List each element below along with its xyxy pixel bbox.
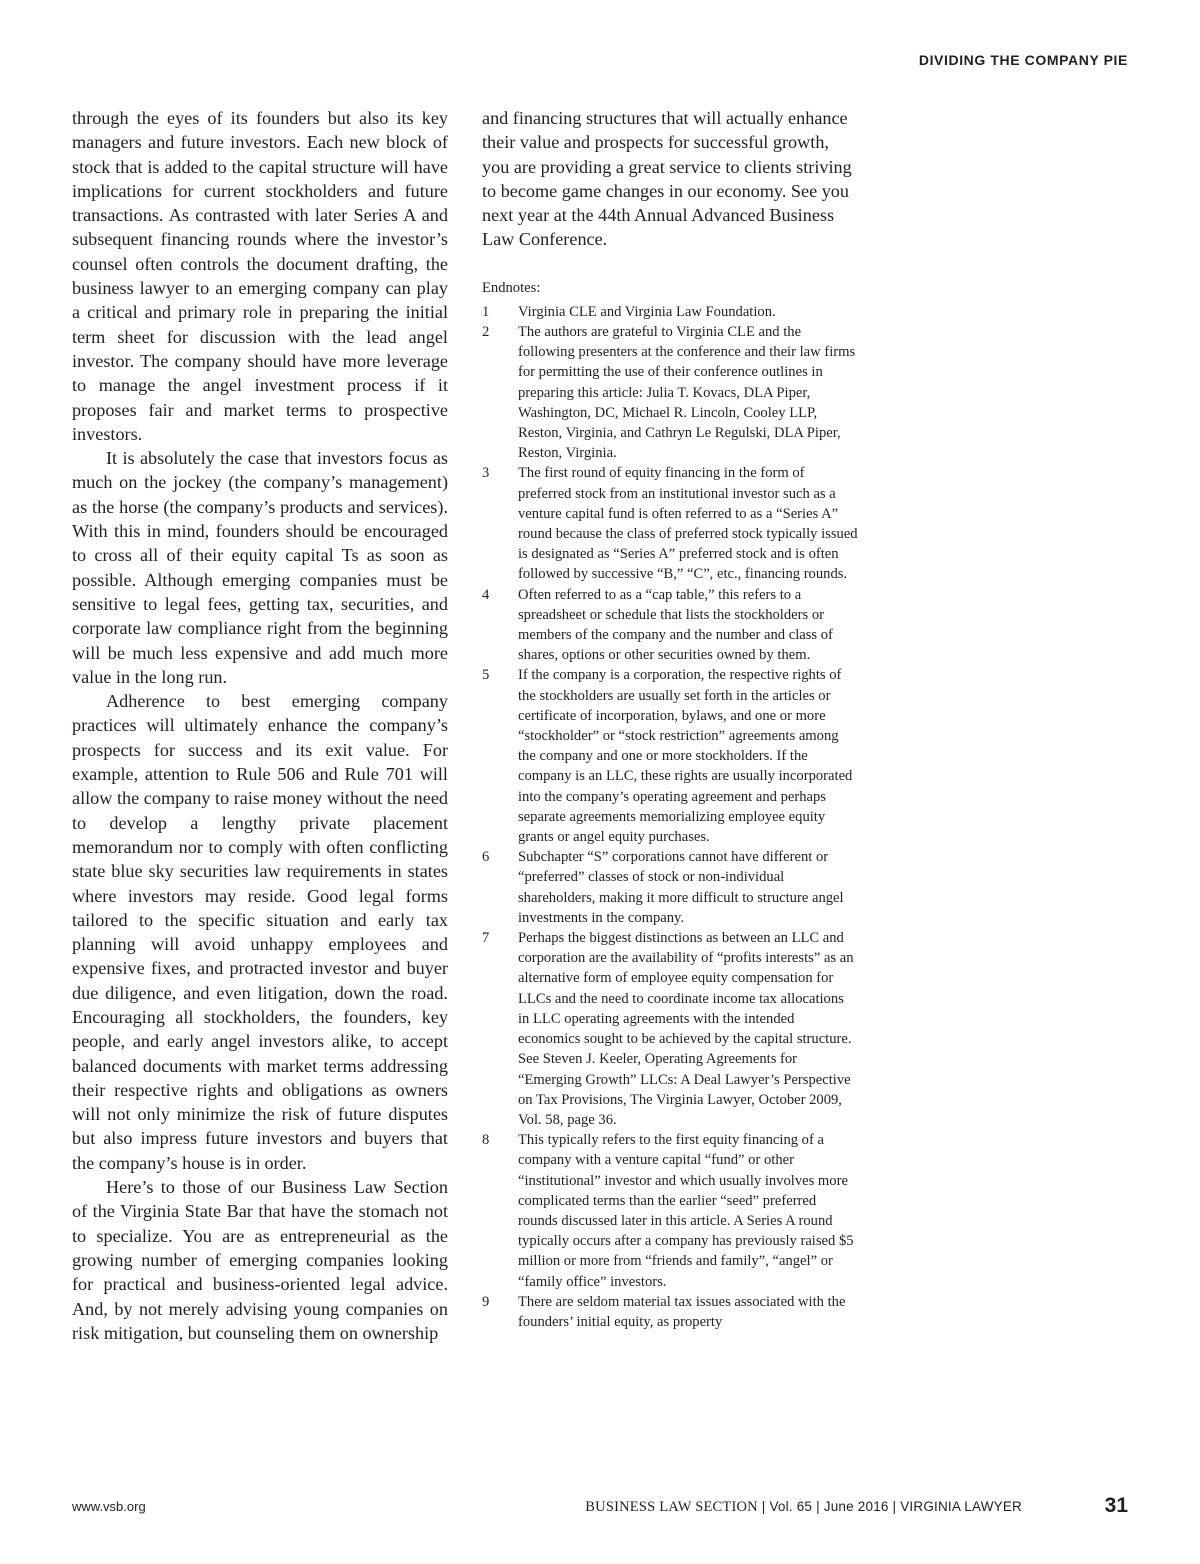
endnote-text: Subchapter “S” corporations cannot have different or “preferred” classes of stock or non-individual shareholders, making it more difficult to structure angel investments in the company. bbox=[518, 849, 844, 926]
endnote-text: The first round of equity financing in the form of preferred stock from an institutional investor such as a venture capital fund is often referred to as a “Series A” round because the class of preferred stock typically issued is designated as “Series A” preferred stock and is often followed by successive “B,” “C”, etc., financing rounds. bbox=[518, 465, 858, 583]
endnote-text: If the company is a corporation, the respective rights of the stockholders are usually set forth in the articles or certificate of incorporation, bylaws, and one or more “stockholder” or “stock restriction” agreements among the company and one or more stockholders. If the company is an LLC, these rights are usually incorporated into the company’s operating agreement and perhaps separate agreements memorializing employee equity grants or angel equity purchases. bbox=[518, 667, 853, 846]
endnote-text: There are seldom material tax issues associated with the founders’ initial equity, as property bbox=[518, 1293, 846, 1330]
endnote-number: 5 bbox=[482, 667, 490, 684]
endnote-text: Virginia CLE and Virginia Law Foundation. bbox=[518, 303, 776, 320]
endnote-text: The authors are grateful to Virginia CLE and the following presenters at the conference and their law firms for permitting the use of their conference outlines in preparing this article: Julia T. Kovacs, DLA Piper, Washington, DC, Michael R. Lincoln, Cooley LLP, Reston, Virginia, and Cathryn Le Regulski, DLA Piper, Reston, Virginia. bbox=[518, 323, 856, 462]
body-paragraph: through the eyes of its founders but also its key managers and future investors. Each new block of stock that is added to the capital structure will have implications for current stockholders and future transactions. As contrasted with later Series A and subsequent financing rounds where the investor’s counsel often controls the document drafting, the business lawyer to an emerging company can play a critical and primary role in preparing the initial term sheet for discussion with the lead angel investor. The company should have more leverage to manage the angel investment process if it proposes fair and market terms to prospective investors. bbox=[72, 108, 448, 444]
endnote-item bbox=[482, 302, 858, 322]
endnote-text: Perhaps the biggest distinctions as between an LLC and corporation are the availability of “profits interests” as an alternative form of employee equity compensation for LLCs and the need to coordinate income tax allocations in LLC operating agreements with the intended economics sought to be achieved by the capital structure. See Steven J. Keeler, Operating Agreements for “Emerging Growth” LLCs: A Deal Lawyer’s Perspective on Tax Provisions, The Virginia Lawyer, October 2009, Vol. 58, page 36. bbox=[518, 930, 854, 1128]
endnote-number: 9 bbox=[482, 1293, 490, 1310]
endnotes-list bbox=[482, 302, 858, 1332]
right-column bbox=[482, 106, 858, 1332]
endnote-number: 7 bbox=[482, 930, 490, 947]
running-head: DIVIDING THE COMPANY PIE bbox=[918, 52, 1128, 68]
endnote-number: 2 bbox=[482, 323, 490, 340]
publication-line bbox=[585, 1499, 1022, 1516]
issue-info: | Vol. 65 | June 2016 | VIRGINIA LAWYER bbox=[761, 1499, 1022, 1514]
endnote-item bbox=[482, 1130, 858, 1292]
endnote-item bbox=[482, 1292, 858, 1332]
closing-paragraph: and financing structures that will actually enhance their value and prospects for successful growth, you are providing a great service to clients striving to become game changes in our economy. See you next year at the 44th Annual Advanced Business Law Conference. bbox=[482, 108, 852, 250]
endnote-item bbox=[482, 463, 858, 584]
endnote-item bbox=[482, 665, 858, 847]
endnote-text: Often referred to as a “cap table,” this refers to a spreadsheet or schedule that lists the stockholders or members of the company and the number and class of shares, options or other securities owned by them. bbox=[518, 586, 833, 664]
section-name: BUSINESS LAW SECTION bbox=[585, 1499, 758, 1515]
endnote-number: 8 bbox=[482, 1132, 490, 1149]
endnote-item bbox=[482, 928, 858, 1130]
endnote-item bbox=[482, 585, 858, 666]
endnote-text: This typically refers to the first equity financing of a company with a venture capital “fund” or other “institutional” investor and which usually involves more complicated terms than the earlier “seed” preferred rounds discussed later in this article. A Series A round typically occurs after a company has previously raised $5 million or more from “friends and family”, “angel” or “family office” investors. bbox=[518, 1132, 854, 1290]
endnote-number: 6 bbox=[482, 849, 490, 866]
endnote-item bbox=[482, 322, 858, 463]
website-link[interactable]: www.vsb.org bbox=[72, 1499, 146, 1514]
endnote-item bbox=[482, 847, 858, 928]
page-footer bbox=[72, 1494, 1128, 1520]
endnote-number: 1 bbox=[482, 303, 490, 320]
endnote-number: 4 bbox=[482, 586, 490, 603]
endnotes-heading: Endnotes: bbox=[482, 279, 541, 296]
endnote-number: 3 bbox=[482, 465, 490, 482]
page-number: 31 bbox=[1104, 1494, 1128, 1517]
body-paragraph: It is absolutely the case that investors focus as much on the jockey (the company’s management) as the horse (the company’s products and services). With this in mind, founders should be encouraged to cross all of their equity capital Ts as soon as possible. Although emerging companies must be sensitive to legal fees, getting tax, securities, and corporate law compliance right from the beginning will be much less expensive and add much more value in the long run. bbox=[72, 448, 448, 687]
body-paragraph: Adherence to best emerging company practices will ultimately enhance the company’s prospects for success and its exit value. For example, attention to Rule 506 and Rule 701 will allow the company to raise money without the need to develop a lengthy private placement memorandum nor to comply with often conflicting state blue sky securities law requirements in states where investors may reside. Good legal forms tailored to the specific situation and early tax planning will avoid unhappy employees and expensive fixes, and protracted investor and buyer due diligence, and even litigation, down the road. Encouraging all stockholders, the founders, key people, and early angel investors alike, to accept balanced documents with market terms addressing their respective rights and obligations as owners will not only minimize the risk of future disputes but also impress future investors and buyers that the company’s house is in order. bbox=[72, 691, 448, 1173]
left-column bbox=[72, 106, 448, 1345]
body-paragraph: Here’s to those of our Business Law Section of the Virginia State Bar that have the stomach not to specialize. You are as entrepreneurial as the growing number of emerging companies looking for practical and business-oriented legal advice. And, by not merely advising young companies on risk mitigation, but counseling them on ownership bbox=[72, 1177, 448, 1343]
